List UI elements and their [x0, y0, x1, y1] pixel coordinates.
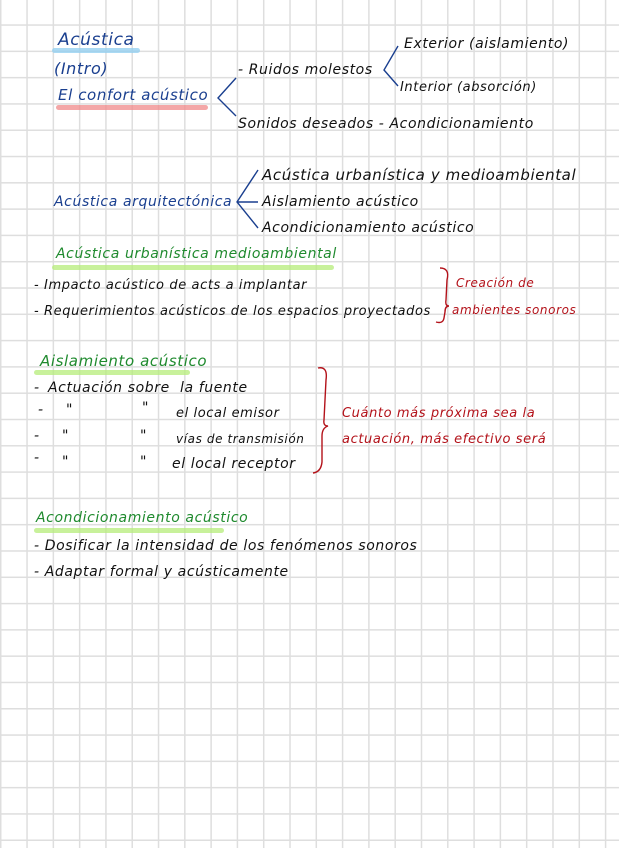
aislamiento-col1: " — [66, 402, 74, 418]
comfort-label: El confort acústico — [58, 86, 209, 104]
aislamiento-col2: vías de transmisión — [176, 432, 305, 446]
aislamiento-col1: Actuación sobre — [48, 380, 170, 396]
interior: Interior (absorción) — [400, 80, 537, 95]
page-title: Acústica — [58, 30, 135, 50]
sonidos-deseados: Sonidos deseados - Acondicionamiento — [238, 116, 534, 132]
highlight-acondicionamiento — [34, 528, 224, 533]
arquitectonica-item: Acústica urbanística y medioambiental — [262, 166, 577, 184]
bracket-arquitectonica — [237, 170, 258, 228]
bracket-comfort — [218, 78, 236, 116]
urbanistica-note: Creación de — [456, 276, 535, 290]
subtitle: (Intro) — [54, 59, 109, 78]
aislamiento-col2: la fuente — [180, 380, 248, 396]
bracket-ruidos — [384, 46, 398, 86]
aislamiento-mid: " — [142, 400, 150, 416]
bracket-urbanistica — [436, 268, 449, 323]
acondicionamiento-item: - Dosificar la intensidad de los fenómenos sonoros — [34, 538, 418, 554]
highlight-urbanistica — [52, 265, 334, 270]
highlight-aislamiento — [34, 370, 190, 375]
exterior: Exterior (aislamiento) — [404, 36, 570, 52]
urbanistica-heading: Acústica urbanística medioambiental — [56, 246, 337, 262]
arquitectonica-label: Acústica arquitectónica — [54, 194, 233, 210]
aislamiento-col1: " — [62, 428, 70, 444]
arquitectonica-item: Acondicionamiento acústico — [262, 220, 475, 236]
urbanistica-item: - Impacto acústico de acts a implantar — [34, 278, 308, 293]
bracket-aislamiento — [313, 368, 328, 473]
aislamiento-note: Cuánto más próxima sea la — [342, 406, 536, 421]
aislamiento-heading: Aislamiento acústico — [40, 352, 208, 370]
aislamiento-dash: - — [38, 402, 44, 418]
arquitectonica-item: Aislamiento acústico — [262, 194, 419, 210]
highlight-comfort — [56, 105, 208, 110]
urbanistica-note: ambientes sonoros — [452, 303, 577, 317]
aislamiento-col1: " — [62, 454, 70, 470]
acondicionamiento-heading: Acondicionamiento acústico — [36, 510, 249, 526]
aislamiento-col2: el local emisor — [176, 406, 280, 421]
aislamiento-col2: el local receptor — [172, 456, 296, 472]
ruidos-molestos: - Ruidos molestos — [238, 62, 373, 78]
aislamiento-mid: " — [140, 428, 148, 444]
aislamiento-dash: - — [34, 380, 40, 396]
aislamiento-dash: - — [34, 450, 40, 466]
aislamiento-mid: " — [140, 454, 148, 470]
aislamiento-note: actuación, más efectivo será — [342, 432, 547, 447]
acondicionamiento-item: - Adaptar formal y acústicamente — [34, 564, 289, 580]
aislamiento-dash: - — [34, 428, 40, 444]
urbanistica-item: - Requerimientos acústicos de los espacios proyectados — [34, 304, 431, 319]
